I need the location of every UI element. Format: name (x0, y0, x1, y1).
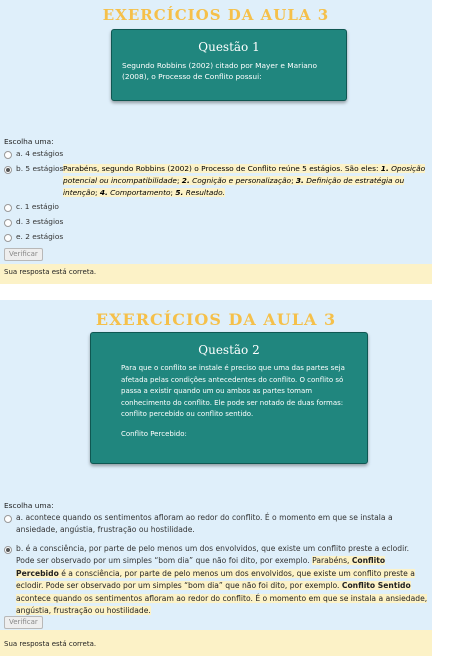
lesson-heading: EXERCÍCIOS DA AULA 3 (95, 310, 337, 329)
radio-icon[interactable] (4, 515, 12, 523)
question-card (90, 332, 368, 464)
choose-prompt: Escolha uma: (4, 137, 54, 146)
verify-button[interactable]: Verificar (4, 616, 43, 629)
result-message: Sua resposta está correta. (0, 630, 432, 656)
verify-button[interactable]: Verificar (4, 248, 43, 261)
option-feedback: Parabéns, segundo Robbins (2002) o Processo de Conflito reúne 5 estágios. São eles: 1. Oposição potencial ou incompatibilidade; 2. Cognição e personalização; 3. Definição de estratégia ou intenção; 4. Comportamento; 5. Resultado. (63, 164, 426, 197)
option-e[interactable] (4, 231, 63, 243)
question-2-panel (0, 300, 432, 630)
option-a[interactable] (4, 512, 428, 537)
option-c[interactable] (4, 201, 59, 213)
radio-selected-icon[interactable] (4, 166, 12, 174)
option-b[interactable] (4, 163, 63, 175)
question-term: Conflito Percebido: (121, 429, 187, 438)
option-label: b. 5 estágios (16, 164, 64, 173)
option-label: a. 4 estágios (16, 149, 64, 158)
radio-icon[interactable] (4, 234, 12, 242)
option-label: d. 3 estágios (16, 217, 64, 226)
option-b[interactable] (4, 543, 428, 617)
radio-selected-icon[interactable] (4, 546, 12, 554)
option-label-with-feedback: b. é a consciência, por parte de pelo menos um dos envolvidos, que existe um conflito preste a eclodir. Pode ser observado por um simples “bom dia” que não foi dito, por exemplo. Parabéns, Conflito Percebido é a consciência, por parte de pelo menos um dos envolvidos, que existe um conflito preste a eclodir. Pode ser observado por um simples “bom dia” que não foi dito, por exemplo. Conflito Sentido acontece quando os sentimentos afloram ao redor do conflito. É o momento em que se instala a ansiedade, angústia, frustração ou hostilidade. (16, 544, 428, 616)
question-text: Segundo Robbins (2002) citado por Mayer e Mariano (2008), o Processo de Conflito possui: (122, 61, 317, 81)
result-message: Sua resposta está correta. (0, 264, 432, 284)
choose-prompt: Escolha uma: (4, 501, 54, 510)
radio-icon[interactable] (4, 151, 12, 159)
question-title: Questão 1 (198, 40, 260, 54)
option-a[interactable] (4, 148, 63, 160)
question-1-panel (0, 0, 432, 264)
option-label: c. 1 estágio (16, 202, 59, 211)
option-label: a. acontece quando os sentimentos afloram ao redor do conflito. É o momento em que se instala a ansiedade, angústia, frustração ou hostilidade. (16, 513, 393, 535)
option-d[interactable] (4, 216, 63, 228)
lesson-heading: EXERCÍCIOS DA AULA 3 (102, 6, 330, 24)
radio-icon[interactable] (4, 219, 12, 227)
question-title: Questão 2 (198, 343, 260, 357)
option-label: e. 2 estágios (16, 232, 64, 241)
radio-icon[interactable] (4, 204, 12, 212)
question-card (111, 29, 347, 101)
question-text: Para que o conflito se instale é preciso que uma das partes seja afetada pelas condições antecedentes do conflito. O conflito só passa a existir quando um ou ambos as partes tomam conhecimento do conflito. Ele pode ser notado de duas formas: conflito percebido ou conflito sentido. (121, 364, 345, 418)
